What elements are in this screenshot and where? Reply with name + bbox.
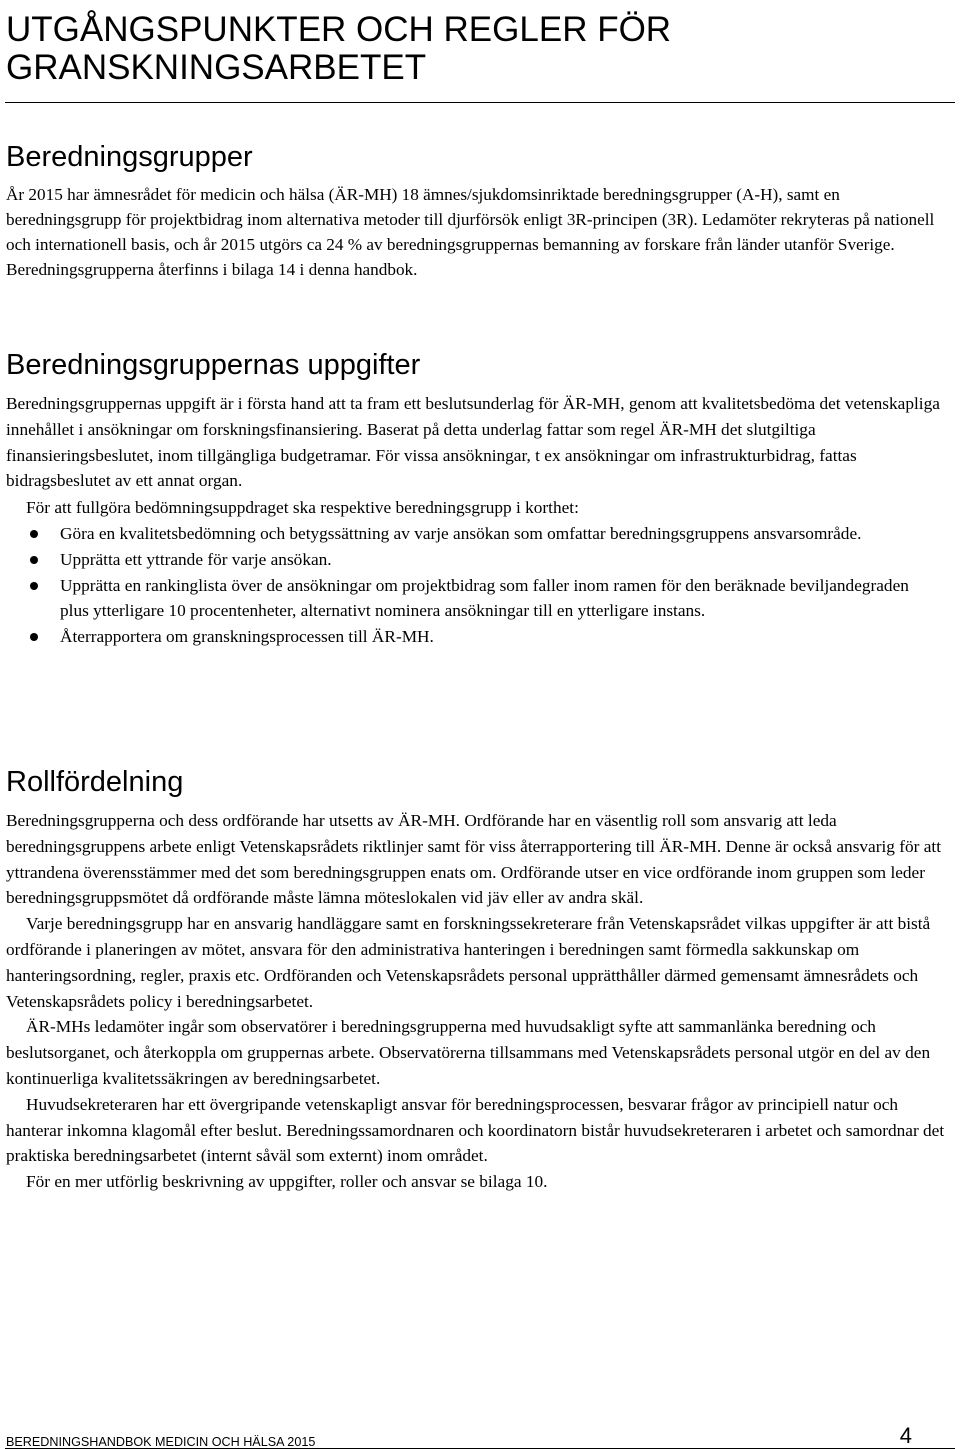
section-paragraph: För en mer utförlig beskrivning av uppgifter, roller och ansvar se bilaga 10.: [26, 1172, 548, 1192]
bullet-intro: För att fullgöra bedömningsuppdraget ska respektive beredningsgrupp i korthet:: [26, 498, 579, 517]
title-divider: [5, 102, 955, 103]
section-paragraph: Beredningsgruppernas uppgift är i första hand att ta fram ett beslutsunderlag för ÄR-MH, genom att kvalitetsbedöma det vetenskapliga innehållet i ansökningar om forskningsfinansiering. Baserat på detta underlag fattar som regel ÄR-MH det slutgiltiga finansieringsbeslutet, inom tillgängliga budgetramar. För vissa ansökningar, t ex ansökningar om infrastrukturbidrag, fattas bidragsbeslutet av ett annat organ.: [6, 394, 940, 491]
footer-title: BEREDNINGSHANDBOK MEDICIN OCH HÄLSA 2015: [6, 1435, 316, 1449]
section-paragraph: ÄR-MHs ledamöter ingår som observatörer i beredningsgrupperna med huvudsakligt syfte att sammanlänka beredning och beslutsorganet, och återkoppla om gruppernas arbete. Observatörerna tillsammans med Vetenskapsrådets personal utgör en del av den kontinuerliga kvalitetssäkringen av beredningsarbetet.: [6, 1017, 931, 1088]
document-title: UTGÅNGSPUNKTER OCH REGLER FÖR GRANSKNINGSARBETET: [6, 10, 672, 87]
list-item: Göra en kvalitetsbedömning och betygssättning av varje ansökan som omfattar beredningsgruppens ansvarsområde.: [6, 521, 954, 547]
section-heading-uppgifter: Beredningsgruppernas uppgifter: [6, 349, 421, 381]
list-item: Upprätta ett yttrande för varje ansökan.: [6, 547, 954, 573]
section-heading-rollfordelning: Rollfördelning: [6, 766, 184, 798]
section-paragraph: År 2015 har ämnesrådet för medicin och hälsa (ÄR-MH) 18 ämnes/sjukdomsinriktade beredningsgrupper (A-H), samt en beredningsgrupp för projektbidrag inom alternativa metoder till djurförsök enligt 3R-principen (3R). Ledamöter rekryteras på nationell och internationell basis, och år 2015 utgörs ca 24 % av beredningsgruppernas bemanning av forskare från länder utanför Sverige. Beredningsgrupperna återfinns i bilaga 14 i denna handbok.: [6, 185, 935, 279]
section-heading-beredningsgrupper: Beredningsgrupper: [6, 141, 253, 173]
list-item: Upprätta en rankinglista över de ansökningar om projektbidrag som faller inom ramen för den beräknade beviljandegraden plus ytterligare 10 procentenheter, alternativt nominera ansökningar till en ytterligare instans.: [6, 573, 954, 625]
section-paragraph: Huvudsekreteraren har ett övergripande vetenskapligt ansvar för beredningsprocessen, besvarar frågor av principiell natur och hanterar inkomna klagomål efter beslut. Beredningssamordnaren och koordinatorn bistår huvudsekreteraren i arbetet och samordnar det praktiska beredningsarbetet (internt såväl som externt) inom området.: [6, 1094, 945, 1166]
task-list: [6, 521, 954, 650]
page-number: 4: [899, 1423, 912, 1448]
section-paragraph: Beredningsgrupperna och dess ordförande har utsetts av ÄR-MH. Ordförande har en väsentlig roll som ansvarig att leda beredningsgruppens arbete enligt Vetenskapsrådets riktlinjer samt för viss återrapportering till ÄR-MH. Denne är också ansvarig för att yttrandena överensstämmer med det som beredningsgruppen enats om. Ordförande utser en vice ordförande inom gruppen som leder beredningsgruppsmötet då ordförande måste lämna möteslokalen vid jäv eller av andra skäl.: [6, 811, 941, 908]
list-item: Återrapportera om granskningsprocessen till ÄR-MH.: [6, 624, 954, 650]
section-body: [6, 808, 954, 1195]
section-paragraph: Varje beredningsgrupp har en ansvarig handläggare samt en forskningssekreterare från Vetenskapsrådet vilkas uppgifter är att bistå ordförande i planeringen av mötet, ansvara för den administrativa hanteringen i beredningen samt förmedla sakkunskap om hanteringsordning, regler, praxis etc. Ordföranden och Vetenskapsrådets personal upprätthåller därmed gemensamt ämnesrådets och Vetenskapsrådets policy i beredningsarbetet.: [6, 914, 931, 1011]
